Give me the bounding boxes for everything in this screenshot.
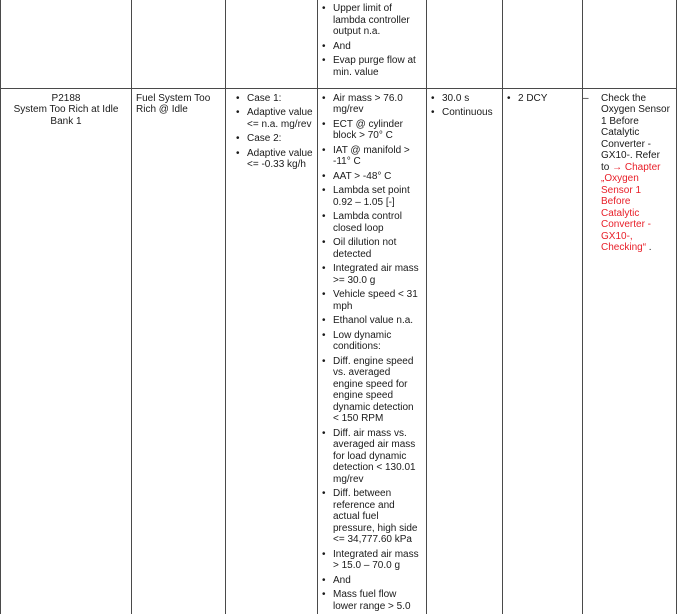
dtc-code: P2188 [51,92,81,104]
cell-conditions [318,88,427,614]
threshold-item: • Case 1: [232,93,313,105]
condition-item: • And [318,575,422,587]
condition-item: • Diff. engine speed vs. averaged engine speed for engine speed dynamic detection < 150 RPM [318,356,422,425]
condition-item: • Air mass > 76.0 mg/rev [318,93,422,116]
condition-item: • Lambda control closed loop [318,211,422,234]
condition-item: • Integrated air mass >= 30.0 g [318,263,422,286]
condition-item: • Vehicle speed < 31 mph [318,289,422,312]
threshold-item: • Case 2: [232,133,313,145]
mil-item: • 2 DCY [503,93,578,105]
cell-mil-prev [503,0,583,88]
cell-error-description [132,88,226,614]
condition-item: • And [318,41,426,53]
time-item: • 30.0 s [427,93,498,105]
condition-item: • Low dynamic conditions: [318,330,422,353]
condition-item: • Upper limit of lambda controller output n.a. [318,3,426,38]
condition-item: • Ethanol value n.a. [318,315,422,327]
cell-error-prev [132,0,226,88]
service-item [583,93,670,254]
condition-item: • IAT @ manifold > -11° C [318,145,422,168]
cell-threshold-prev [226,0,318,88]
condition-item: • Evap purge flow at min. value [318,55,426,78]
cell-dtc-prev [1,0,132,88]
threshold-item: • Adaptive value <= -0.33 kg/h [232,148,313,171]
cell-time [427,88,503,614]
condition-item: • ECT @ cylinder block > 70° C [318,119,422,142]
threshold-item: • Adaptive value <= n.a. mg/rev [232,107,313,130]
service-check-text: Check the Oxygen Sensor 1 Before Catalytic Converter -GX10-. Refer to [601,92,670,173]
table-row-p2188 [1,88,677,614]
threshold-list [232,93,313,171]
service-end-text: . [646,242,652,253]
cell-dtc [1,88,132,614]
condition-item: • Oil dilution not detected [318,237,422,260]
cell-mil [503,88,583,614]
time-list [427,93,498,119]
cell-service-prev [583,0,677,88]
error-description: Fuel System Too Rich @ Idle [136,92,211,115]
conditions-list [318,93,422,613]
time-item: • Continuous [427,107,498,119]
service-list [583,93,670,254]
dtc-description: System Too Rich at Idle Bank 1 [13,104,119,127]
cell-threshold [226,88,318,614]
cell-time-prev [427,0,503,88]
mil-list [503,93,578,105]
table-row-previous [1,0,677,88]
cell-service [583,88,677,614]
chapter-link[interactable]: → Chapter „Oxygen Sensor 1 Before Catalytic Converter -GX10-, Checking“ [601,161,661,253]
conditions-list-prev [318,3,426,78]
condition-item: • Integrated air mass > 15.0 – 70.0 g [318,549,422,572]
cell-conditions-prev [318,0,427,88]
condition-item: • Diff. air mass vs. averaged air mass for load dynamic detection < 130.01 mg/rev [318,428,422,486]
condition-item: • Mass fuel flow lower range > 5.0 [318,589,422,612]
condition-item: • Lambda set point 0.92 – 1.05 [-] [318,185,422,208]
condition-item: • Diff. between reference and actual fuel pressure, high side <= 34,777.60 kPa [318,488,422,546]
condition-item: • AAT > -48° C [318,171,422,183]
